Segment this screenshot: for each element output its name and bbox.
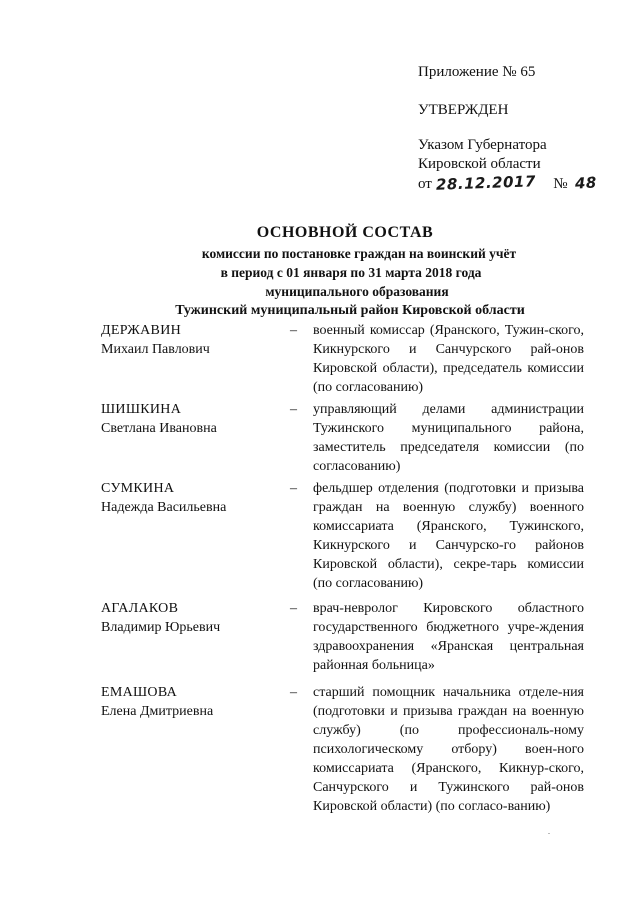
member-dash: – xyxy=(290,481,297,496)
decree-line-2: Кировской области xyxy=(418,156,541,172)
member-position: врач-невролог Кировского областного государственного бюджетного учре-ждения здравоохранения «Яранская центральная районная больница» xyxy=(313,601,584,673)
member-name xyxy=(101,599,291,637)
member-position: военный комиссар (Яранского, Тужин-ского, Кикнурского и Санчурского рай-онов Кировской области), председатель комиссии (по согласованию) xyxy=(313,323,584,395)
member-surname: ШИШКИНА xyxy=(101,402,182,417)
member-surname: ДЕРЖАВИН xyxy=(101,323,182,338)
member-given-name: Елена Дмитриевна xyxy=(101,704,214,719)
date-prefix: от xyxy=(418,176,432,192)
member-dash: – xyxy=(290,323,297,338)
handwritten-date: 28.12.2017 xyxy=(435,172,536,194)
appendix-label: Приложение № 65 xyxy=(418,64,536,80)
member-name xyxy=(101,400,291,438)
member-given-name: Светлана Ивановна xyxy=(101,421,217,436)
scan-speck xyxy=(548,833,550,834)
document-title: ОСНОВНОЙ СОСТАВ xyxy=(256,224,434,241)
member-given-name: Надежда Васильевна xyxy=(101,500,227,515)
title-line-2: в период с 01 января по 31 марта 2018 года xyxy=(220,265,482,280)
member-position: фельдшер отделения (подготовки и призыва граждан на военную службу) военного комиссариата (Яранского, Тужинского, Кикнурского и Санчурско-го районов Кировской области), секре-тарь комиссии (по согласованию) xyxy=(313,481,584,591)
title-line-3: муниципального образования xyxy=(265,284,449,299)
handwritten-number: 48 xyxy=(574,173,598,193)
member-dash: – xyxy=(290,402,297,417)
approved-label: УТВЕРЖДЕН xyxy=(418,102,509,118)
number-prefix: № xyxy=(553,176,568,192)
member-given-name: Владимир Юрьевич xyxy=(101,620,221,635)
member-dash: – xyxy=(290,601,297,616)
member-dash: – xyxy=(290,685,297,700)
title-line-4: Тужинский муниципальный район Кировской области xyxy=(175,303,525,318)
member-position: управляющий делами администрации Тужинского муниципального района, заместитель председателя комиссии (по согласованию) xyxy=(313,402,584,474)
decree-line-1: Указом Губернатора xyxy=(418,137,547,153)
member-surname: ЕМАШОВА xyxy=(101,685,178,700)
member-name xyxy=(101,479,291,517)
member-name xyxy=(101,321,291,359)
title-line-1: комиссии по постановке граждан на воинский учёт xyxy=(201,246,517,261)
member-given-name: Михаил Павлович xyxy=(101,342,210,357)
member-position: старший помощник начальника отделе-ния (подготовки и призыва граждан на военную службу) (по профессиональ-ному психологическому отбору) воен-ного комиссариата (Яранского, Кикнур-ского, Санчурского и Тужинского рай-онов Кировской области) (по согласо-ванию) xyxy=(313,685,584,814)
member-surname: СУМКИНА xyxy=(101,481,175,496)
member-surname: АГАЛАКОВ xyxy=(101,601,179,616)
member-name xyxy=(101,683,291,721)
